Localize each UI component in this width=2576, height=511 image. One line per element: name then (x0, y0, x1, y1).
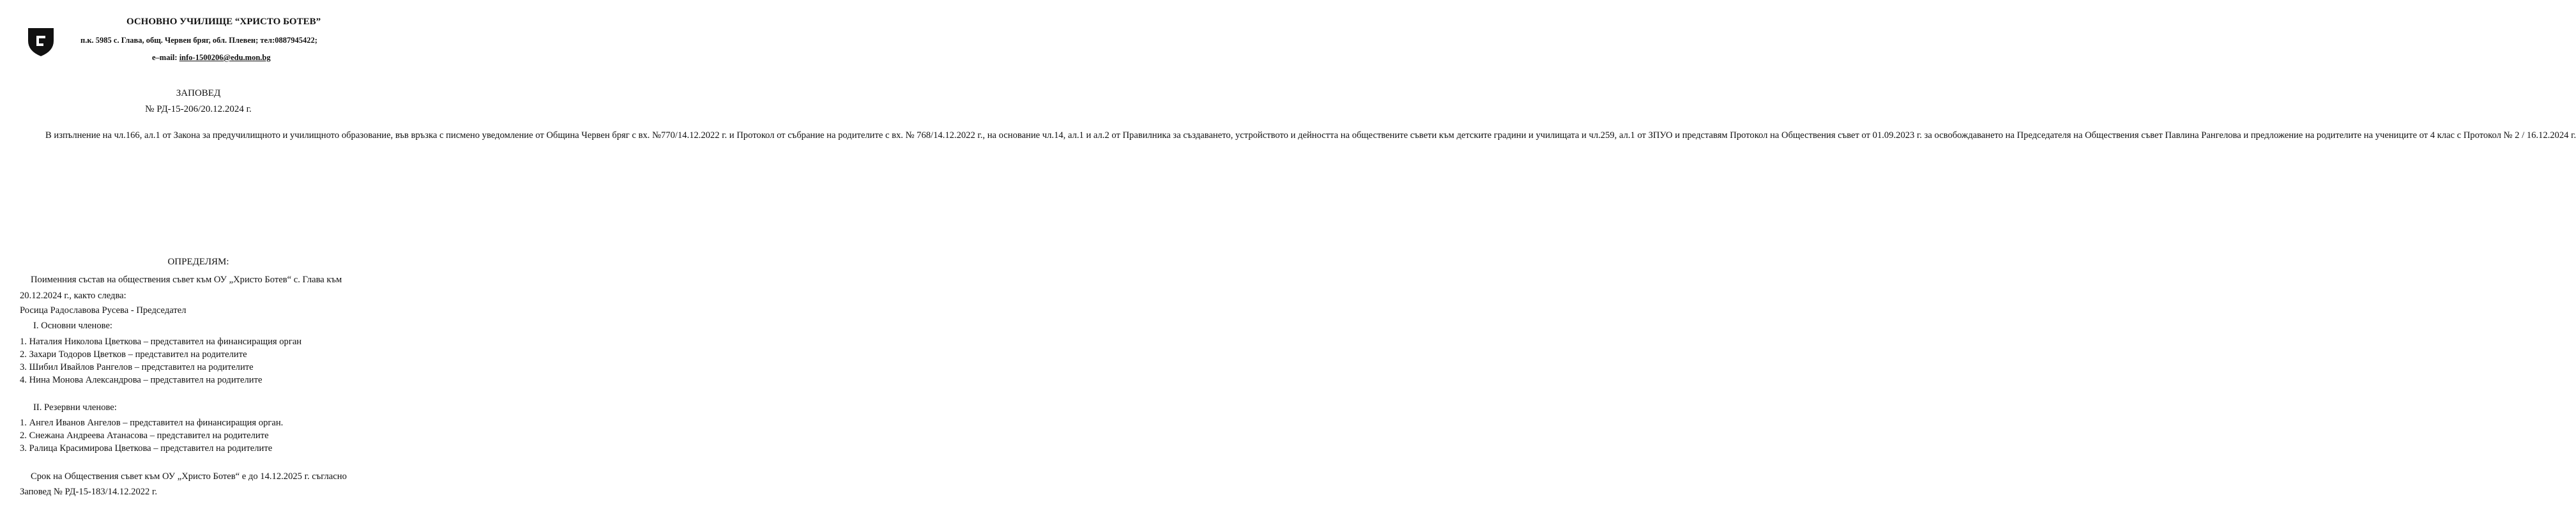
list-item: 1. Наталия Николова Цветкова – представител на финансиращия орган (20, 337, 302, 347)
body-paragraph (20, 130, 2576, 142)
decision-heading: ОПРЕДЕЛЯМ: (167, 257, 229, 267)
intro-line-1: Поименния състав на обществения съвет към ОУ „Христо Ботев“ с. Глава към (31, 275, 342, 285)
list-item: 4. Нина Монова Александрова – представител на родителите (20, 375, 263, 385)
document-title: ЗАПОВЕД (176, 88, 221, 98)
school-email-line (152, 53, 271, 63)
school-address: п.к. 5985 с. Глава, общ. Червен бряг, обл. Плевен; тел:0887945422; (80, 36, 317, 45)
term-line-2: Заповед № РД-15-183/14.12.2022 г. (20, 487, 157, 497)
list-item: 2. Захари Тодоров Цветков – представител на родителите (20, 349, 247, 360)
school-name: ОСНОВНО УЧИЛИЩЕ “ХРИСТО БОТЕВ” (126, 17, 321, 27)
list-item: 2. Снежана Андреева Атанасова – представител на родителите (20, 431, 269, 441)
school-logo-shield-icon (26, 24, 56, 57)
section-main-members-title: I. Основни членове: (33, 321, 112, 331)
list-item: 3. Шибил Ивайлов Рангелов – представител на родителите (20, 362, 254, 372)
body-paragraph-text: В изпълнение на чл.166, ал.1 от Закона за предучилищното и училищното образование, във връзка с писмено уведомление от Община Червен бряг с вх. №770/14.12.2022 г. и Протокол от събрание на родителите с вх. № 768/14.12.2022 г., на основание чл.14, ал.1 и ал.2 от Правилника за създаването, устройството и дейността на обществените съвети към детските градини и училищата и чл.259, ал.1 от ЗПУО и представям Протокол на Обществения съвет от 01.09.2023 г. за освобождаването на Председателя на Обществения съвет Павлина Рангелова и предложение на родителите на учениците от 4 клас с Протокол № 2 / 16.12.2024 г. (45, 130, 2576, 141)
list-item: 3. Ралица Красимирова Цветкова – представител на родителите (20, 443, 273, 454)
document-number: № РД-15-206/20.12.2024 г. (145, 104, 252, 114)
chair-line: Росица Радославова Русева - Председател (20, 305, 187, 316)
intro-line-2: 20.12.2024 г., както следва: (20, 291, 126, 301)
term-line-1: Срок на Обществения съвет към ОУ „Христо Ботев“ е до 14.12.2025 г. съгласно (31, 471, 347, 482)
email-link[interactable]: info-1500206@edu.mon.bg (179, 53, 271, 62)
email-label: e–mail: (152, 53, 179, 62)
section-reserve-members-title: II. Резервни членове: (33, 402, 117, 413)
list-item: 1. Ангел Иванов Ангелов – представител на финансиращия орган. (20, 418, 284, 428)
